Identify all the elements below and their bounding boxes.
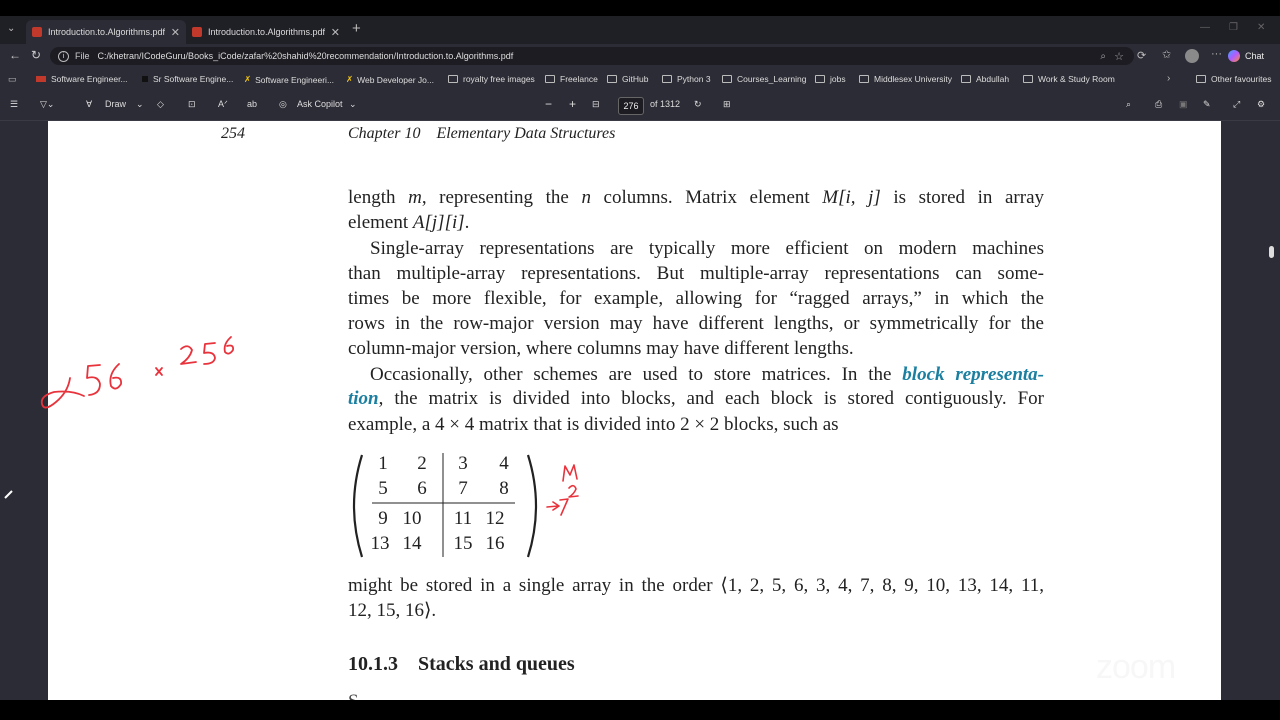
folder-icon <box>1023 75 1033 83</box>
site-icon <box>142 76 148 82</box>
top-black-band <box>0 0 1280 16</box>
translate-icon[interactable]: ab <box>247 99 258 109</box>
defined-term: block representa- <box>902 364 1044 385</box>
favorite-star-icon[interactable]: ☆ <box>1114 50 1124 63</box>
text-line: might be stored in a single array in the order ⟨1, 2, 5, 6, 3, 4, 7, 8, 9, 10, 13, 14, 11, <box>348 575 1044 596</box>
draw-button[interactable]: Draw <box>105 99 127 109</box>
copilot-icon <box>1228 50 1240 62</box>
page-number-input[interactable]: 276 <box>618 97 644 115</box>
favorites-icon[interactable]: ✩ <box>1162 49 1172 61</box>
tab-actions-icon[interactable]: ⌄ <box>7 23 16 34</box>
draw-icon[interactable]: ∀ <box>86 99 93 109</box>
folder-icon <box>545 75 555 83</box>
matrix-cell: 5 <box>378 478 388 499</box>
bookmark-folder[interactable]: Work & Study Room <box>1023 74 1115 84</box>
highlight-icon[interactable]: ▽⌄ <box>40 99 55 109</box>
bottom-black-band <box>0 700 1280 720</box>
text-line: column-major version, where columns may have different lengths. <box>348 338 854 359</box>
block-matrix <box>350 451 550 561</box>
contents-icon[interactable]: ☰ <box>10 99 19 109</box>
chat-label: Chat <box>1245 51 1265 61</box>
bookmark-folder[interactable]: jobs <box>815 74 846 84</box>
info-icon[interactable]: i <box>58 51 69 62</box>
print-icon[interactable]: ⎙ <box>1155 99 1163 109</box>
text-line: rows in the row-major version may have different lengths, or symmetrically for the <box>348 313 1044 334</box>
tab-strip <box>0 16 1280 44</box>
read-aloud-icon[interactable]: Aᐟ <box>218 99 228 109</box>
matrix-cell: 8 <box>499 478 509 499</box>
bookmark-folder[interactable]: Courses_Learning <box>722 74 806 84</box>
text-line: times be more flexible, for example, allowing for “ragged arrays,” in which the <box>348 288 1044 309</box>
matrix-cell: 16 <box>485 533 505 554</box>
running-head: Chapter 10 Elementary Data Structures <box>348 125 616 142</box>
close-window-icon[interactable]: ✕ <box>1257 22 1266 33</box>
eraser-icon[interactable]: ◇ <box>157 99 164 109</box>
matrix-cell: 11 <box>453 508 473 529</box>
text-line: length m, representing the n columns. Matrix element M[i, j] is stored in array <box>348 187 1044 208</box>
defined-term: tion <box>348 388 379 409</box>
tab-title: Introduction.to.Algorithms.pdf <box>48 27 166 37</box>
matrix-cell: 12 <box>485 508 505 529</box>
more-menu-icon[interactable]: ··· <box>1211 48 1222 60</box>
settings-gear-icon[interactable]: ⚙ <box>1257 99 1266 109</box>
text-line: Occasionally, other schemes are used to store matrices. In the block representa- <box>370 364 1044 385</box>
pdf-file-icon <box>192 27 202 37</box>
tab-active[interactable] <box>26 20 186 44</box>
matrix-cell: 10 <box>402 508 422 529</box>
text-line: example, a 4 × 4 matrix that is divided into 2 × 2 blocks, such as <box>348 414 839 435</box>
matrix-cell: 4 <box>499 453 509 474</box>
matrix-cell: 3 <box>458 453 468 474</box>
pdf-file-icon <box>32 27 42 37</box>
copilot-toolbar-icon[interactable]: ◎ <box>279 99 287 109</box>
matrix-cell: 7 <box>458 478 468 499</box>
bookmark-item[interactable]: ✗ Software Engineeri... <box>244 74 335 85</box>
minimize-icon[interactable]: — <box>1200 22 1210 33</box>
text-line: Single-array representations are typically more efficient on modern machines <box>370 238 1044 259</box>
text-line: 12, 15, 16⟩. <box>348 600 437 621</box>
matrix-cell: 15 <box>453 533 473 554</box>
bookmark-item[interactable]: ✗ Web Developer Jo... <box>346 74 434 85</box>
zoom-in-button[interactable]: + <box>569 97 577 111</box>
new-tab-icon[interactable]: + <box>352 20 361 37</box>
page-number: 254 <box>221 125 245 142</box>
matrix-cell: 1 <box>378 453 388 474</box>
site-icon: ✗ <box>346 74 354 84</box>
other-favourites[interactable]: Other favourites <box>1196 74 1271 84</box>
zoom-out-button[interactable]: − <box>545 97 553 111</box>
restore-icon[interactable]: ❐ <box>1229 22 1238 33</box>
ask-copilot-button[interactable]: Ask Copilot <box>297 99 343 109</box>
save-as-icon[interactable]: ✎ <box>1203 99 1211 109</box>
chevron-down-icon[interactable]: ⌄ <box>136 99 144 109</box>
matrix-cell: 2 <box>417 453 427 474</box>
close-tab-icon[interactable]: ✕ <box>170 26 180 39</box>
refresh-icon[interactable]: ↻ <box>31 48 42 62</box>
text-line: tion, the matrix is divided into blocks, and each block is stored contiguously. For <box>348 388 1044 409</box>
matrix-cell: 13 <box>370 533 390 554</box>
close-tab-icon[interactable]: ✕ <box>330 26 340 39</box>
matrix-cell: 14 <box>402 533 422 554</box>
zoom-watermark: zoom <box>1096 648 1176 686</box>
matrix-cell: 9 <box>378 508 388 529</box>
copilot-chat-button[interactable] <box>1228 48 1276 64</box>
chevron-right-icon[interactable]: › <box>1167 73 1171 84</box>
scheme-label: File <box>75 51 90 61</box>
folder-icon <box>859 75 869 83</box>
site-icon <box>36 76 46 82</box>
zoom-page-icon[interactable]: ⌕ <box>1100 50 1106 62</box>
bookmark-folder[interactable]: Abdullah <box>961 74 1009 84</box>
page-total: of 1312 <box>650 99 681 109</box>
site-icon: ✗ <box>244 74 252 84</box>
bookmark-folder[interactable]: Freelance <box>545 74 598 84</box>
bookmark-folder[interactable]: royalty free images <box>448 74 535 84</box>
page-view-icon[interactable]: ⊞ <box>723 99 731 109</box>
bookmark-folder[interactable]: Middlesex University <box>859 74 952 84</box>
avatar[interactable] <box>1185 49 1199 63</box>
pdf-page <box>48 121 1221 700</box>
bookmark-bar-toggle-icon[interactable]: ▭ <box>8 74 17 84</box>
scrollbar-thumb[interactable] <box>1269 246 1274 258</box>
folder-icon <box>448 75 458 83</box>
folder-icon <box>1196 75 1206 83</box>
bookmark-item[interactable]: Software Engineer... <box>36 74 128 84</box>
bookmark-item[interactable]: Sr Software Engine... <box>142 74 233 84</box>
matrix-cell: 6 <box>417 478 427 499</box>
address-bar[interactable] <box>50 47 1134 65</box>
folder-icon <box>961 75 971 83</box>
text-line: element A[j][i]. <box>348 212 470 233</box>
save-icon[interactable]: ▣ <box>1179 99 1188 109</box>
chevron-down-icon[interactable]: ⌄ <box>349 99 357 109</box>
extensions-icon[interactable]: ⟳ <box>1137 50 1147 62</box>
rotate-icon[interactable]: ↻ <box>694 99 702 109</box>
text-box-icon[interactable]: ⊡ <box>188 99 196 109</box>
text-line: than multiple-array representations. But multiple-array representations can some- <box>348 263 1044 284</box>
bookmark-folder[interactable]: GitHub <box>607 74 648 84</box>
search-icon[interactable]: ⌕ <box>1126 99 1132 109</box>
tab-title: Introduction.to.Algorithms.pdf <box>208 27 326 37</box>
folder-icon <box>815 75 825 83</box>
bookmark-folder[interactable]: Python 3 <box>662 74 711 84</box>
folder-icon <box>662 75 672 83</box>
fullscreen-icon[interactable]: ⤢ <box>1233 99 1241 109</box>
url-text[interactable]: C:/khetran/ICodeGuru/Books_iCode/zafar%20shahid%20recommendation/Introduction.to.Algorithms.pdf <box>97 51 514 61</box>
folder-icon <box>607 75 617 83</box>
fit-page-icon[interactable]: ⊟ <box>592 99 600 109</box>
tab-inactive[interactable] <box>186 20 346 44</box>
section-heading: 10.1.3 Stacks and queues <box>348 653 575 675</box>
back-icon[interactable]: ← <box>9 48 21 62</box>
folder-icon <box>722 75 732 83</box>
